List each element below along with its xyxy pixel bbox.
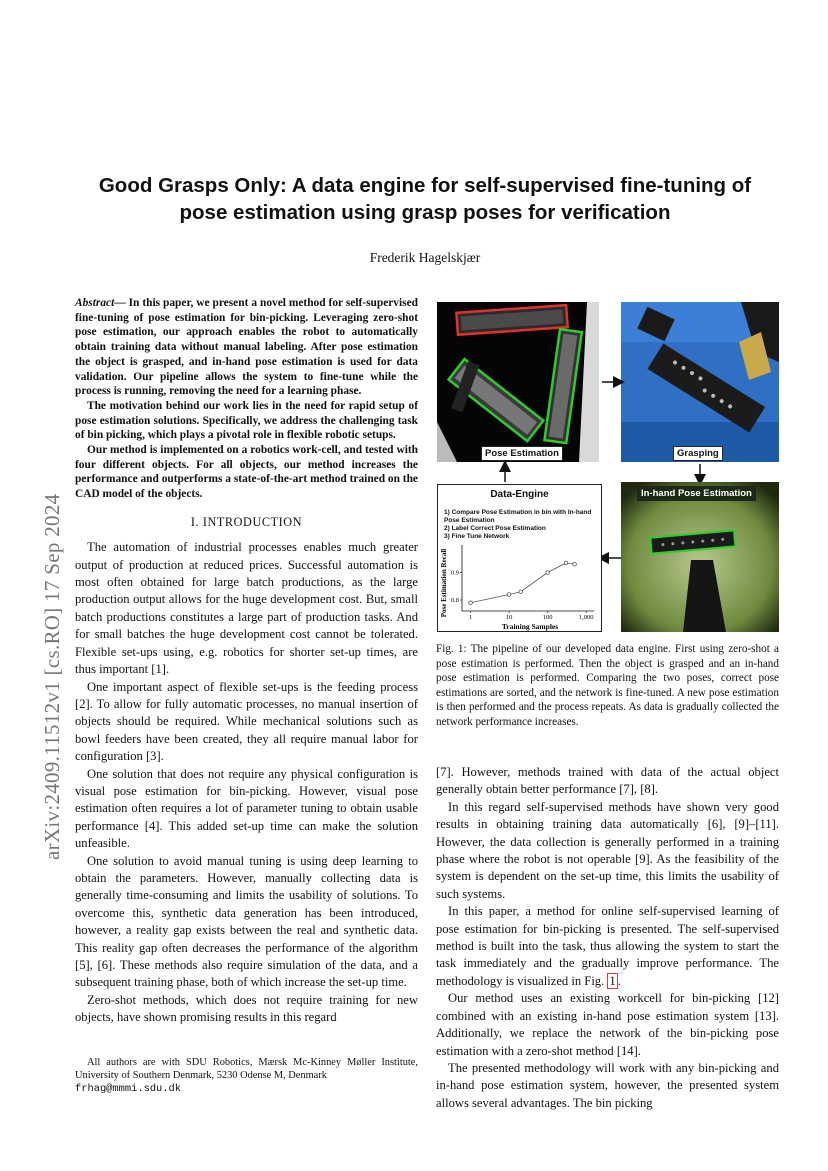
chart-point [564,561,568,565]
figure-1 [437,302,779,634]
section-heading-introduction: I. INTRODUCTION [190,514,303,529]
chart-point [573,562,577,566]
chart-point [546,571,550,575]
chart-x-tick-label: 1,000 [578,614,594,621]
recall-chart [438,541,598,631]
figure-reference-link[interactable]: 1 [609,973,616,988]
inhand-image [621,482,779,632]
pose-estimation-label: Pose Estimation [481,446,563,461]
inhand-label: In-hand Pose Estimation [637,486,756,501]
chart-point [469,601,473,605]
chart-x-tick-label: 100 [542,614,553,621]
data-engine-title: Data-Engine [490,489,549,500]
abstract-p3: Our method is implemented on a robotics work-cell, and tested with four different objects. For all objects, our method increases the performance and outperforms a state-of-the-art method trained on the CAD model of the objects. [75,444,418,501]
arxiv-identifier-text: arXiv:2409.11512v1 [cs.RO] 17 Sep 2024 [40,493,64,860]
inhand-scene-graphic [621,482,779,632]
paper-title: Good Grasps Only: A data engine for self-supervised fine-tuning of pose estimation using grasp poses for verification [98,174,752,224]
right-paragraph: Our method uses an existing workcell for bin-picking [12] combined with an existing in-hand pose estimation system [13]. Additionally, we replace the network of the bin-picking pose estimation with a zero-shot method [14]. [436,991,779,1058]
intro-paragraph: Zero-shot methods, which does not require training for new objects, have shown promising results in this regard [75,992,418,1025]
left-column [75,296,418,1027]
chart-point [507,593,511,597]
chart-point [519,590,523,594]
right-paragraph [436,903,779,990]
footnote-email: frhag@mmmi.sdu.dk [75,1083,182,1095]
chart-y-tick-label: 0.8 [450,597,459,604]
abstract-label: Abstract [75,297,115,309]
right-paragraph: [7]. However, methods trained with data of the actual object generally obtain better performance [7], [8]. [436,765,779,797]
footnote-affiliation: All authors are with SDU Robotics, Mærsk Mc-Kinney Møller Institute, University of Southern Denmark, 5230 Odense M, Denmark [75,1057,418,1081]
chart-series-line [471,563,575,603]
paper-author: Frederik Hagelskjær [369,250,481,265]
right-paragraph-text: In this paper, a method for online self-supervised learning of pose estimation for bin-picking is presented. The self-supervised method is built into the task, thus allowing the system to start the task immediately and the gradually improve performance. The methodology is visualized in Fig. [436,904,779,988]
abstract [75,296,418,502]
right-paragraph-tail: . [617,973,621,988]
data-engine-box [437,484,602,632]
abstract-p1: — In this paper, we present a novel method for self-supervised fine-tuning of pose estimation for bin-picking. Leveraging zero-shot pose estimation, our approach enables the robot to automatically obtain training data without manual labeling. After pose estimation the object is grasped, and in-hand pose estimation is used for data validation. Our pipeline allows the system to fine-tune while the process is running, removing the need for a learning phase. [75,297,418,398]
chart-x-label: Training Samples [501,622,559,631]
chart-x-tick-label: 1 [468,614,473,621]
right-paragraph: The presented methodology will work with any bin-picking and in-hand pose estimation system, however, the presented system allows several advantages. The bin picking [436,1060,779,1110]
right-column [436,764,779,1112]
abstract-p2: The motivation behind our work lies in the need for rapid setup of pose estimation solutions. Specifically, we address the challenging task of bin picking, which plays a pivotal role in flexible robotic setups. [75,399,418,442]
intro-paragraph: One solution that does not require any physical configuration is visual pose estimation for bin-picking. However, visual pose estimation often requires a lot of parameter tuning to obtain usable performance [4]. This added set-up time can make the solution unfeasible. [75,766,418,851]
intro-paragraph: One solution to avoid manual tuning is using deep learning to obtain the parameters. However, manually collecting data is generally time-consuming and limits the usability of solutions. To overcome this, synthetic data generation has been introduced, however, a reality gap exists between the real and synthetic data. This reality gap often decreases the performance of the algorithm [5], [6]. These methods also require simulation of the data, and a subsequent training phase, both of which increase the set-up time. [75,853,418,990]
chart-y-label: Pose Estimation Recall [440,548,448,618]
intro-paragraph: The automation of industrial processes enables much greater output of production at reduced prices. Successful automation is most often obtained for large batch productions, as the large production output allows for the huge development cost. But, small batch productions constitutes a large part of production tasks. And for small batches the huge development cost cannot be tolerated. Flexible set-ups using, e.g. robotics for shorter set-up times, are thus important [1]. [75,540,418,677]
data-engine-steps: 1) Compare Pose Estimation in bin with In-hand Pose Estimation 2) Label Correct Pose Estimation 3) Fine Tune Network [444,509,592,540]
chart-x-tick-label: 10 [505,614,513,621]
intro-paragraph: One important aspect of flexible set-ups is the feeding process [2]. To allow for fully automatic processes, no manual insertion of objects should be required. While mechanical solutions such as bowl feeders have been created, they all require manual labor for configuration [3]. [75,679,418,764]
arxiv-identifier [18,360,62,860]
right-paragraph: In this regard self-supervised methods have shown very good results in obtaining training data automatically [6], [9]–[11]. However, the data collection is generally performed in a training phase where the robot is not operable [9]. As the feasibility of the system is dependent on the set-up time, this limits the usability of such systems. [436,799,779,901]
footnote [75,1056,418,1096]
chart-y-tick-label: 0.9 [450,569,459,577]
grasping-label: Grasping [673,446,723,461]
figure-caption: Fig. 1: The pipeline of our developed data engine. First using zero-shot a pose estimation is performed. Then the object is grasped and an in-hand pose estimation is performed. Comparing the two poses, correct pose estimations are sorted, and the network is fine-tuned. A new pose estimation is then performed and the process repeats. As data is gradually collected the network performance increases. [436,643,779,728]
